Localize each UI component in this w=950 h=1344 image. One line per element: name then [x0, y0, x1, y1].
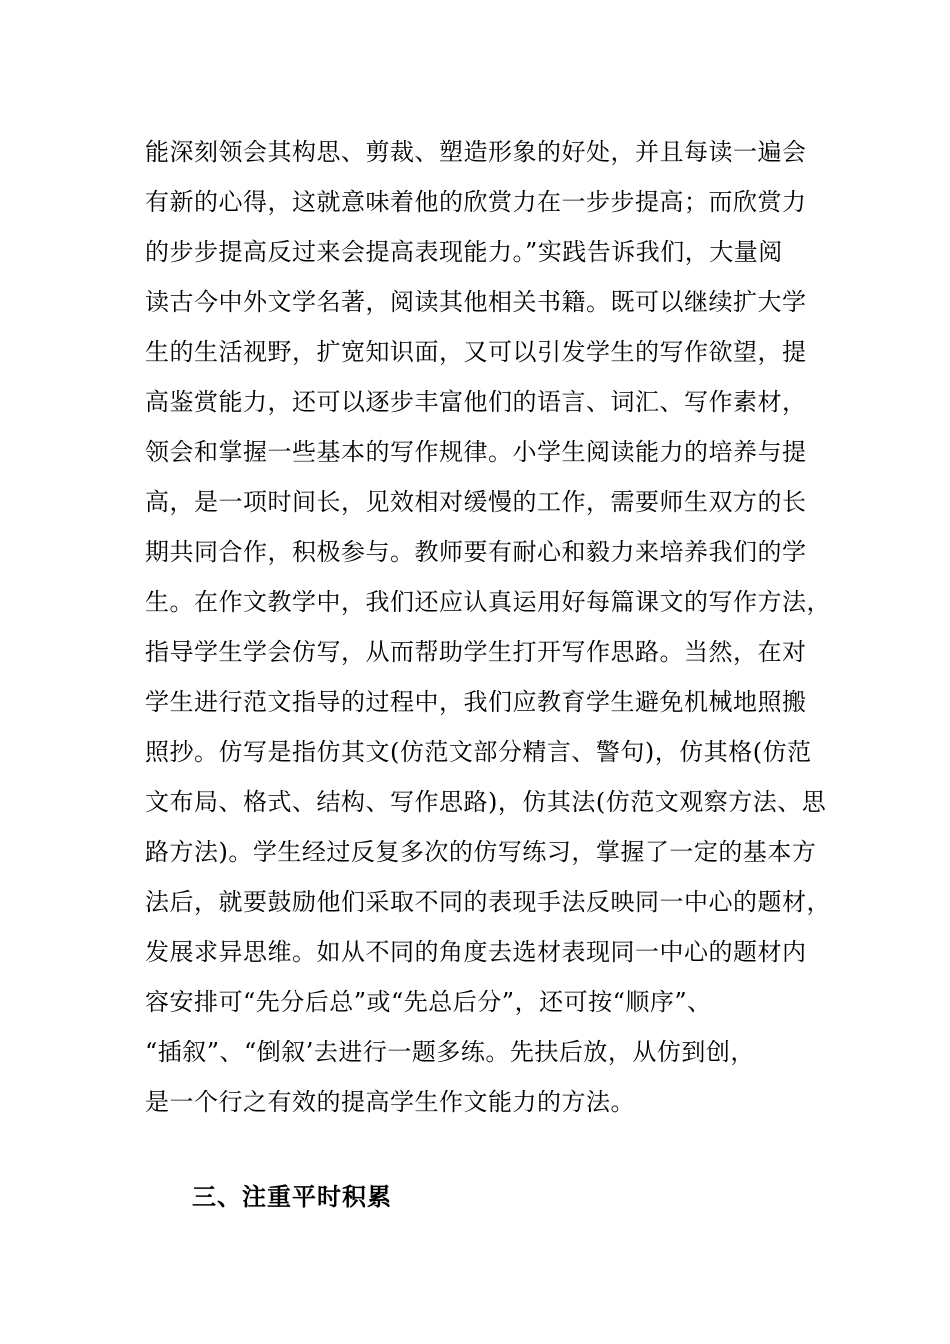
- body-paragraph: [145, 130, 835, 1130]
- paragraph-line-1: 能深刻领会其构思、剪裁、塑造形象的好处，并且每读一遍会: [145, 138, 807, 166]
- section-heading: 三、注重平时积累: [192, 1182, 392, 1211]
- paragraph-line-2: 有新的心得，这就意味着他的欣赏力在一步步提高；而欣赏力: [145, 188, 807, 216]
- paragraph-line-14: 文布局、格式、结构、写作思路)，仿其法(仿范文观察方法、思: [145, 788, 827, 816]
- paragraph-line-16: 法后，就要鼓励他们采取不同的表现手法反映同一中心的题材，: [145, 888, 831, 916]
- paragraph-line-12: 学生进行范文指导的过程中，我们应教育学生避免机械地照搬: [145, 688, 807, 716]
- paragraph-line-15: 路方法)。学生经过反复多次的仿写练习，掌握了一定的基本方: [145, 838, 817, 866]
- paragraph-line-4: 读古今中外文学名著，阅读其他相关书籍。既可以继续扩大学: [145, 288, 807, 316]
- paragraph-line-17: 发展求异思维。如从不同的角度去选材表现同一中心的题材内: [145, 938, 807, 966]
- paragraph-line-6: 高鉴赏能力，还可以逐步丰富他们的语言、词汇、写作素材，: [145, 388, 807, 416]
- paragraph-line-5: 生的生活视野，扩宽知识面，又可以引发学生的写作欲望，提: [145, 338, 807, 366]
- paragraph-line-11: 指导学生学会仿写，从而帮助学生打开写作思路。当然，在对: [145, 638, 807, 666]
- paragraph-line-13: 照抄。仿写是指仿其文(仿范文部分精言、警句)，仿其格(仿范: [145, 738, 812, 766]
- paragraph-line-19: “插叙”、“倒叙’去进行一题多练。先扶后放，从仿到创，: [145, 1038, 755, 1066]
- paragraph-line-7: 领会和掌握一些基本的写作规律。小学生阅读能力的培养与提: [145, 438, 807, 466]
- paragraph-line-18: 容安排可“先分后总”或“先总后分”，还可按“顺序”、: [145, 988, 712, 1016]
- paragraph-line-3: 的步步提高反过来会提高表现能力。”实践告诉我们，大量阅: [145, 238, 783, 266]
- paragraph-line-20: 是一个行之有效的提高学生作文能力的方法。: [145, 1088, 635, 1116]
- paragraph-line-10: 生。在作文教学中，我们还应认真运用好每篇课文的写作方法，: [145, 588, 831, 616]
- paragraph-line-8: 高，是一项时间长，见效相对缓慢的工作，需要师生双方的长: [145, 488, 807, 516]
- paragraph-line-9: 期共同合作，积极参与。教师要有耐心和毅力来培养我们的学: [145, 538, 807, 566]
